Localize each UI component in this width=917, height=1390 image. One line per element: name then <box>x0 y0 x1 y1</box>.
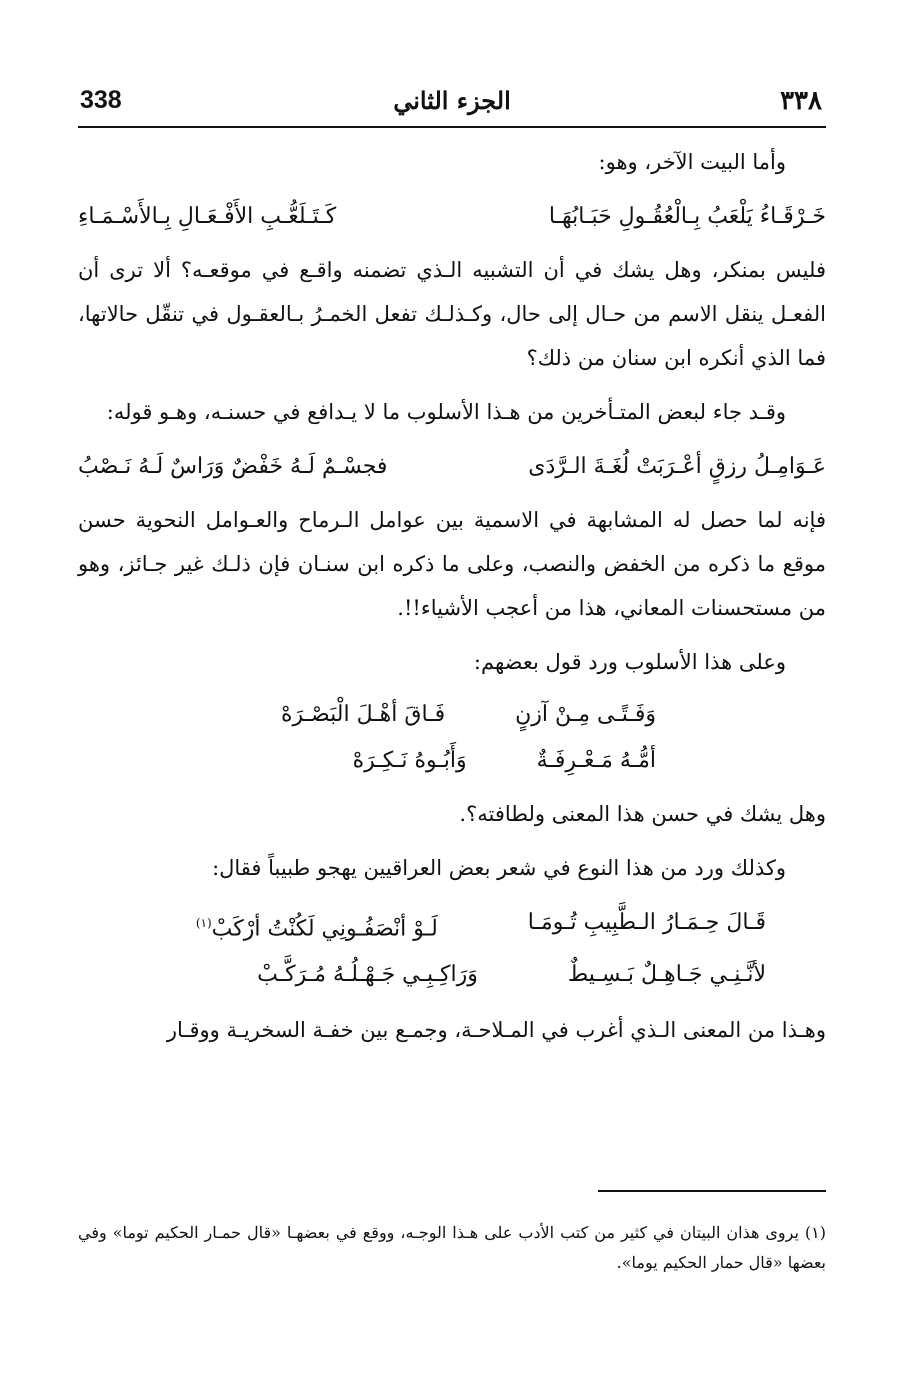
book-page <box>78 0 826 1390</box>
running-title: الجزء الثاني <box>393 86 511 115</box>
footnote-text: (١) يروى هذان البيتان في كثير من كتب الأدب على هـذا الوجـه، ووقع في بعضهـا «قال حمـار الحكيم توما» وفي بعضها «قال حمار الحكيم يوما». <box>78 1223 826 1272</box>
poem-1-line-1-first: وَفَـتًـى مِـنْ آزنٍ <box>515 702 656 727</box>
poem-1-line <box>78 692 826 738</box>
footnote <box>78 1218 826 1278</box>
footnote-reference[interactable]: (١) <box>195 916 212 930</box>
poem-2-line-1-first: قَـالَ حِـمَـارُ الـطَّبِيبِ تُـومَـا <box>527 910 766 935</box>
header-rule <box>78 126 826 128</box>
poem-2-line <box>78 900 826 952</box>
paragraph-7: وكذلك ورد من هذا النوع في شعر بعض العراقيين يهجو طبيباً فقال: <box>212 856 786 880</box>
verse-1-first-hemistich: خَـرْقَـاءُ يَلْعَبُ بِـالْعُقُـولِ حَبَـابُهَـا <box>548 204 826 229</box>
paragraph-2: فليس بمنكر، وهل يشك في أن التشبيه الـذي تضمنه واقـع في موقعـه؟ ألا ترى أن الفعـل ينقل الاسم من حـال إلى حال، وكـذلـك تفعل الخمـرُ بـالعقـول في تنقّل حالاتها، فما الذي أنكره ابن سنان من ذلك؟ <box>78 258 827 370</box>
poem-1-line <box>78 738 826 784</box>
poem-2-line-2-second: وَرَاكِـبِـي جَـهْـلُـهُ مُـرَكَّـبْ <box>257 962 478 988</box>
paragraph-4: فإنه لما حصل له المشابهة في الاسمية بين عوامل الـرماح والعـوامل النحوية حسن موقع ما ذكره من الخفض والنصب، وعلى ما ذكره ابن سنـان فإن ذلـك غير جـائز، وهو من مستحسنات المعاني، هذا من أعجب الأشياء!!. <box>78 508 826 620</box>
paragraph-intro: وأما البيت الآخر، وهو: <box>598 150 786 174</box>
poem-2 <box>78 900 826 998</box>
poem-2-line-1-second-text: لَـوْ أنْصَفُـونِي لَكُنْتُ أرْكَبْ <box>211 916 438 942</box>
paragraph-8: وهـذا من المعنى الـذي أغرب في المـلاحـة، وجمـع بين خفـة السخريـة ووقـار <box>166 1018 826 1043</box>
paragraph-3: وقـد جاء لبعض المتـأخرين من هـذا الأسلوب ما لا يـدافع في حسنـه، وهـو قوله: <box>106 400 786 424</box>
poem-2-line-1-second <box>196 900 438 952</box>
poem-1-line-2-second: وَأَبُـوهُ نَـكِـرَهْ <box>352 748 467 773</box>
verse-1 <box>78 192 826 242</box>
verse-2 <box>78 442 826 492</box>
verse-2-second-hemistich: فجسْـمٌ لَـهُ خَفْضٌ وَرَاسٌ لَـهُ نَـصْبُ <box>78 454 388 479</box>
paragraph-6: وهل يشك في حسن هذا المعنى ولطافته؟. <box>459 802 826 826</box>
verse-1-second-hemistich: كَـتَـلَعُّـبِ الأَفْـعَـالِ بِـالأَسْـمَـاءِ <box>78 204 337 229</box>
poem-1 <box>78 692 826 784</box>
poem-2-line-2-first: لأنَّـنِـي جَـاهِـلٌ بَـسِـيطٌ <box>567 962 766 988</box>
main-text <box>78 140 826 1052</box>
poem-2-line <box>78 952 826 998</box>
poem-1-line-2-first: أمُّـهُ مَـعْـرِفَـةٌ <box>536 748 656 773</box>
footnote-rule <box>598 1190 826 1192</box>
page-number-latin: 338 <box>80 86 122 114</box>
poem-1-line-1-second: فَـاقَ أهْـلَ الْبَصْـرَهْ <box>280 702 446 727</box>
page-number-arabic: ٣٣٨ <box>780 86 822 116</box>
paragraph-5: وعلى هذا الأسلوب ورد قول بعضهم: <box>473 650 786 674</box>
page-header <box>78 84 826 124</box>
verse-2-first-hemistich: عَـوَامِـلُ رزقٍ أعْـرَبَتْ لُغَـةَ الـرَّدَى <box>528 454 826 479</box>
